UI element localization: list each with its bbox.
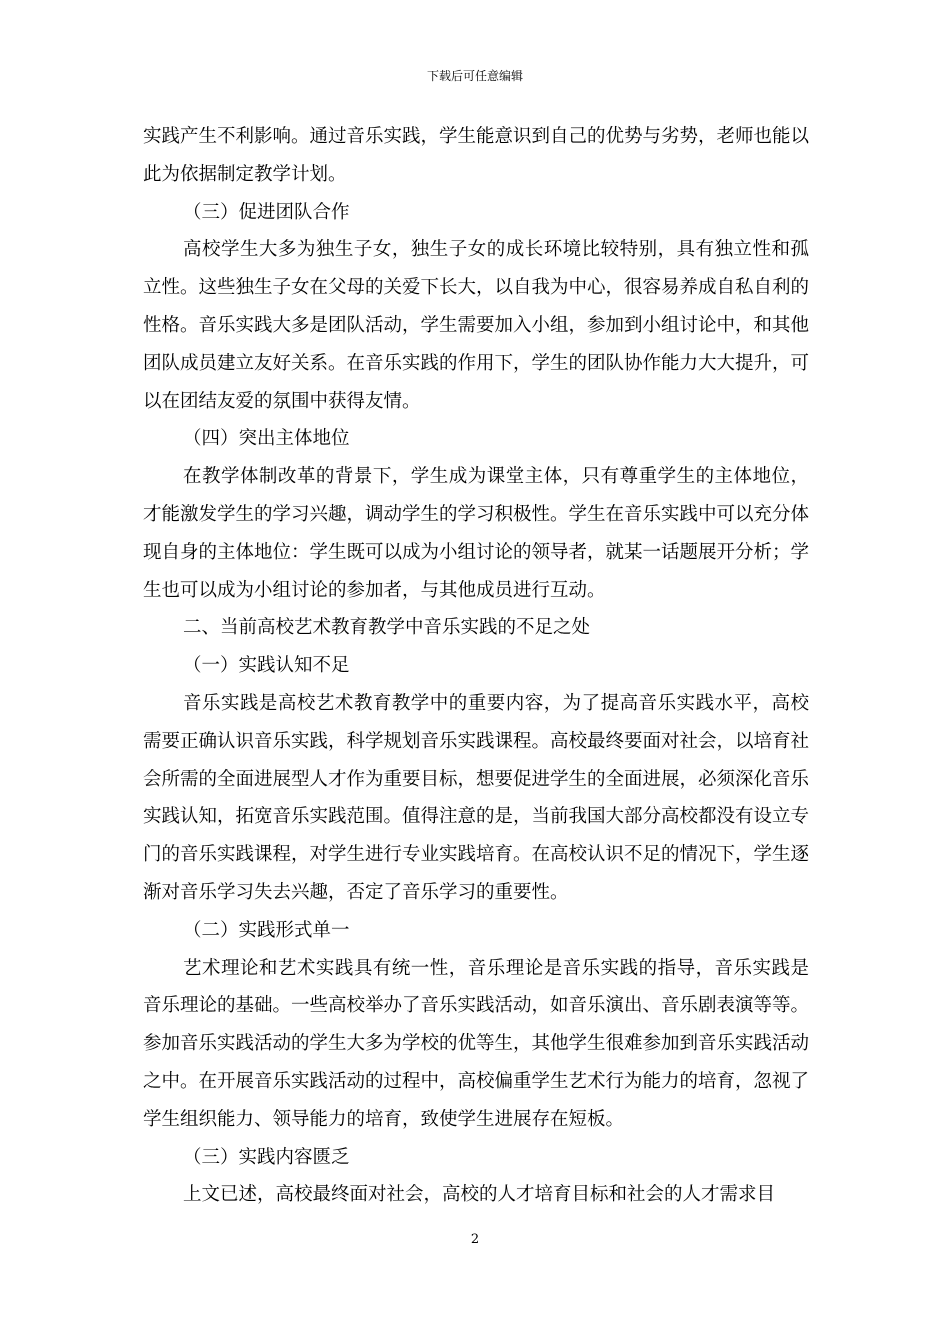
- paragraph: 在教学体制改革的背景下，学生成为课堂主体，只有尊重学生的主体地位，才能激发学生的学习兴趣，调动学生的学习积极性。学生在音乐实践中可以充分体现自身的主体地位：学生既可以成为小组讨论的领导者，就某一话题展开分析；学生也可以成为小组讨论的参加者，与其他成员进行互动。: [143, 466, 810, 601]
- section-heading: （二）实践形式单一: [183, 919, 350, 941]
- page-number: 2: [470, 1232, 480, 1247]
- paragraph: 实践产生不利影响。通过音乐实践，学生能意识到自己的优势与劣势，老师也能以此为依据制定教学计划。: [143, 126, 810, 185]
- paragraph: 艺术理论和艺术实践具有统一性，音乐理论是音乐实践的指导，音乐实践是音乐理论的基础。一些高校举办了音乐实践活动，如音乐演出、音乐剧表演等等。参加音乐实践活动的学生大多为学校的优等生，其他学生很难参加到音乐实践活动之中。在开展音乐实践活动的过程中，高校偏重学生艺术行为能力的培育，忽视了学生组织能力、领导能力的培育，致使学生进展存在短板。: [143, 957, 810, 1130]
- paragraph: 高校学生大多为独生子女，独生子女的成长环境比较特别，具有独立性和孤立性。这些独生子女在父母的关爱下长大，以自我为中心，很容易养成自私自利的性格。音乐实践大多是团队活动，学生需要加入小组，参加到小组讨论中，和其他团队成员建立友好关系。在音乐实践的作用下，学生的团队协作能力大大提升，可以在团结友爱的氛围中获得友情。: [143, 239, 810, 412]
- section-heading: （四）突出主体地位: [183, 428, 350, 450]
- section-heading: （三）实践内容匮乏: [183, 1146, 350, 1168]
- paragraph: 音乐实践是高校艺术教育教学中的重要内容，为了提高音乐实践水平，高校需要正确认识音乐实践，科学规划音乐实践课程。高校最终要面对社会，以培育社会所需的全面进展型人才作为重要目标，想要促进学生的全面进展，必须深化音乐实践认知，拓宽音乐实践范围。值得注意的是，当前我国大部分高校都没有设立专门的音乐实践课程，对学生进行专业实践培育。在高校认识不足的情况下，学生逐渐对音乐学习失去兴趣，否定了音乐学习的重要性。: [143, 692, 810, 903]
- section-heading: （一）实践认知不足: [183, 655, 350, 677]
- chapter-heading: 二、当前高校艺术教育教学中音乐实践的不足之处: [183, 617, 591, 639]
- page-header: 下载后可任意编辑: [426, 69, 523, 83]
- section-heading: （三）促进团队合作: [183, 201, 350, 223]
- paragraph: 上文已述，高校最终面对社会，高校的人才培育目标和社会的人才需求目: [183, 1184, 776, 1206]
- document-body: [143, 118, 809, 1214]
